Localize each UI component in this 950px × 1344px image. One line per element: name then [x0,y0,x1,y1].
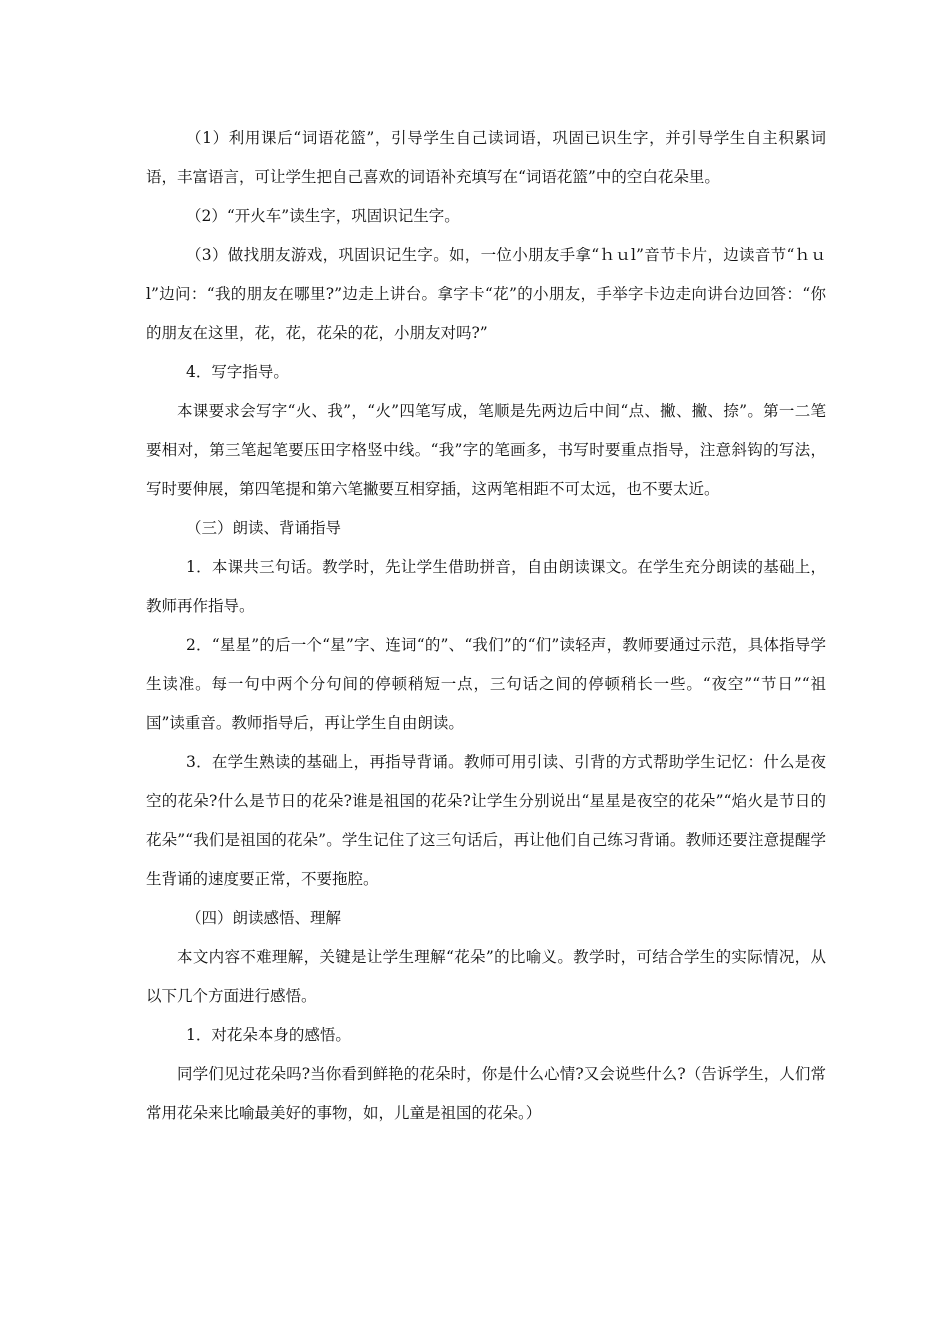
paragraph-train-game: （2）“开火车”读生字，巩固识记生字。 [186,207,460,225]
heading-writing-guidance: 4．写字指导。 [186,363,289,381]
paragraph-word-basket: （1）利用课后“词语花篮”，引导学生自己读词语，巩固已识生字，并引导学生自主积累词语，丰富语言，可让学生把自己喜欢的词语补充填写在“词语花篮”中的空白花朵里。 [146,129,826,186]
paragraph-reading-step-1: 1．本课共三句话。教学时，先让学生借助拼音，自由朗读课文。在学生充分朗读的基础上，教师再作指导。 [146,558,826,615]
paragraph-flower-questions: 同学们见过花朵吗?当你看到鲜艳的花朵时，你是什么心情?又会说些什么?（告诉学生，人们常常用花朵来比喻最美好的事物，如，儿童是祖国的花朵。） [146,1065,826,1122]
paragraph-find-friend-game: （3）做找朋友游戏，巩固识记生字。如，一位小朋友手拿“ｈｕl”音节卡片，边读音节“ｈｕl”边问：“我的朋友在哪里?”边走上讲台。拿字卡“花”的小朋友，手举字卡边走向讲台边回答：“你的朋友在这里，花，花，花朵的花，小朋友对吗?” [146,246,826,342]
heading-flower-perception: 1．对花朵本身的感悟。 [186,1026,351,1044]
paragraph-reading-step-2: 2．“星星”的后一个“星”字、连词“的”、“我们”的“们”读轻声，教师要通过示范，具体指导学生读准。每一句中两个分句间的停顿稍短一点，三句话之间的停顿稍长一些。“夜空”“节日”“祖国”读重音。教师指导后，再让学生自由朗读。 [146,636,826,732]
paragraph-comprehension-intro: 本文内容不难理解，关键是让学生理解“花朵”的比喻义。教学时，可结合学生的实际情况，从以下几个方面进行感悟。 [146,948,826,1005]
heading-reading-recitation: （三）朗读、背诵指导 [186,519,342,537]
heading-comprehension: （四）朗读感悟、理解 [186,909,342,927]
document-body [146,119,826,1133]
paragraph-reading-step-3: 3．在学生熟读的基础上，再指导背诵。教师可用引读、引背的方式帮助学生记忆：什么是夜空的花朵?什么是节日的花朵?谁是祖国的花朵?让学生分别说出“星星是夜空的花朵”“焰火是节日的花朵”“我们是祖国的花朵”。学生记住了这三句话后，再让他们自己练习背诵。教师还要注意提醒学生背诵的速度要正常，不要拖腔。 [146,753,826,888]
paragraph-writing-details: 本课要求会写字“火、我”，“火”四笔写成，笔顺是先两边后中间“点、撇、撇、捺”。第一二笔要相对，第三笔起笔要压田字格竖中线。“我”字的笔画多，书写时要重点指导，注意斜钩的写法，写时要伸展，第四笔提和第六笔撇要互相穿插，这两笔相距不可太远，也不要太近。 [146,402,826,498]
